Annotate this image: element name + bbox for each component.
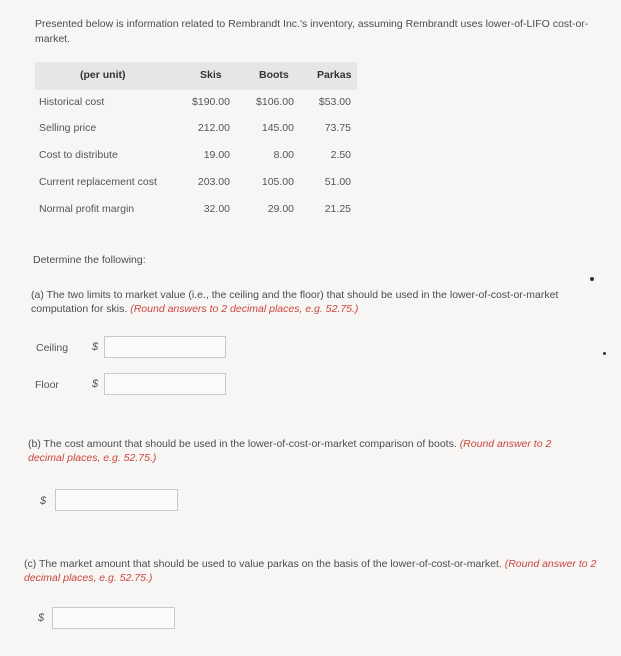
parkas-value: 21.25 xyxy=(324,203,351,215)
part-b-text: (b) The cost amount that should be used in the lower-of-cost-or-market comparison of boots. xyxy=(28,438,457,450)
skis-value: 19.00 xyxy=(203,149,230,161)
part-c-question xyxy=(24,557,609,585)
part-b-question xyxy=(28,437,588,465)
header-per-unit: (per unit) xyxy=(80,69,126,81)
part-c-note: (Round answer to 2 decimal places, e.g. 52.75.) xyxy=(24,558,597,584)
parkas-market-input[interactable] xyxy=(52,607,175,629)
part-b-note: (Round answer to 2 decimal places, e.g. 52.75.) xyxy=(28,438,552,464)
floor-dollar-sign: $ xyxy=(92,378,99,390)
floor-input[interactable] xyxy=(104,373,226,395)
bullet-dot xyxy=(590,277,594,281)
ceiling-input[interactable] xyxy=(104,336,226,358)
row-label: Selling price xyxy=(39,122,97,134)
row-label: Cost to distribute xyxy=(39,149,118,161)
part-a-note: (Round answers to 2 decimal places, e.g. 52.75.) xyxy=(130,303,359,315)
parkas-dollar-sign: $ xyxy=(38,612,45,624)
boots-cost-input[interactable] xyxy=(55,489,178,511)
boots-value: $106.00 xyxy=(256,96,294,108)
part-a-text: (a) The two limits to market value (i.e., the ceiling and the floor) that should be used in the lower-of-cost-or-market computation for skis. xyxy=(31,289,559,315)
parkas-value: 2.50 xyxy=(330,149,351,161)
skis-value: $190.00 xyxy=(192,96,230,108)
part-a-question xyxy=(31,288,591,316)
ceiling-dollar-sign: $ xyxy=(92,341,99,353)
skis-value: 32.00 xyxy=(203,203,230,215)
boots-value: 145.00 xyxy=(261,122,294,134)
parkas-value: 51.00 xyxy=(324,176,351,188)
bullet-dot xyxy=(603,352,606,355)
boots-value: 105.00 xyxy=(261,176,294,188)
ceiling-label: Ceiling xyxy=(36,342,69,354)
header-boots: Boots xyxy=(259,69,289,81)
boots-dollar-sign: $ xyxy=(40,495,47,507)
part-c-text: (c) The market amount that should be used to value parkas on the basis of the lower-of-cost-or-market. xyxy=(24,558,502,570)
boots-value: 8.00 xyxy=(273,149,294,161)
intro-text: Presented below is information related to Rembrandt Inc.'s inventory, assuming Rembrandt uses lower-of-LIFO cost-or-market. xyxy=(35,18,589,45)
row-label: Current replacement cost xyxy=(39,176,157,188)
skis-value: 212.00 xyxy=(197,122,230,134)
determine-heading: Determine the following: xyxy=(33,254,146,266)
header-skis: Skis xyxy=(200,69,222,81)
skis-value: 203.00 xyxy=(197,176,230,188)
row-label: Normal profit margin xyxy=(39,203,135,215)
header-parkas: Parkas xyxy=(317,69,352,81)
row-label: Historical cost xyxy=(39,96,105,108)
parkas-value: $53.00 xyxy=(318,96,351,108)
boots-value: 29.00 xyxy=(267,203,294,215)
parkas-value: 73.75 xyxy=(324,122,351,134)
floor-label: Floor xyxy=(35,379,59,391)
